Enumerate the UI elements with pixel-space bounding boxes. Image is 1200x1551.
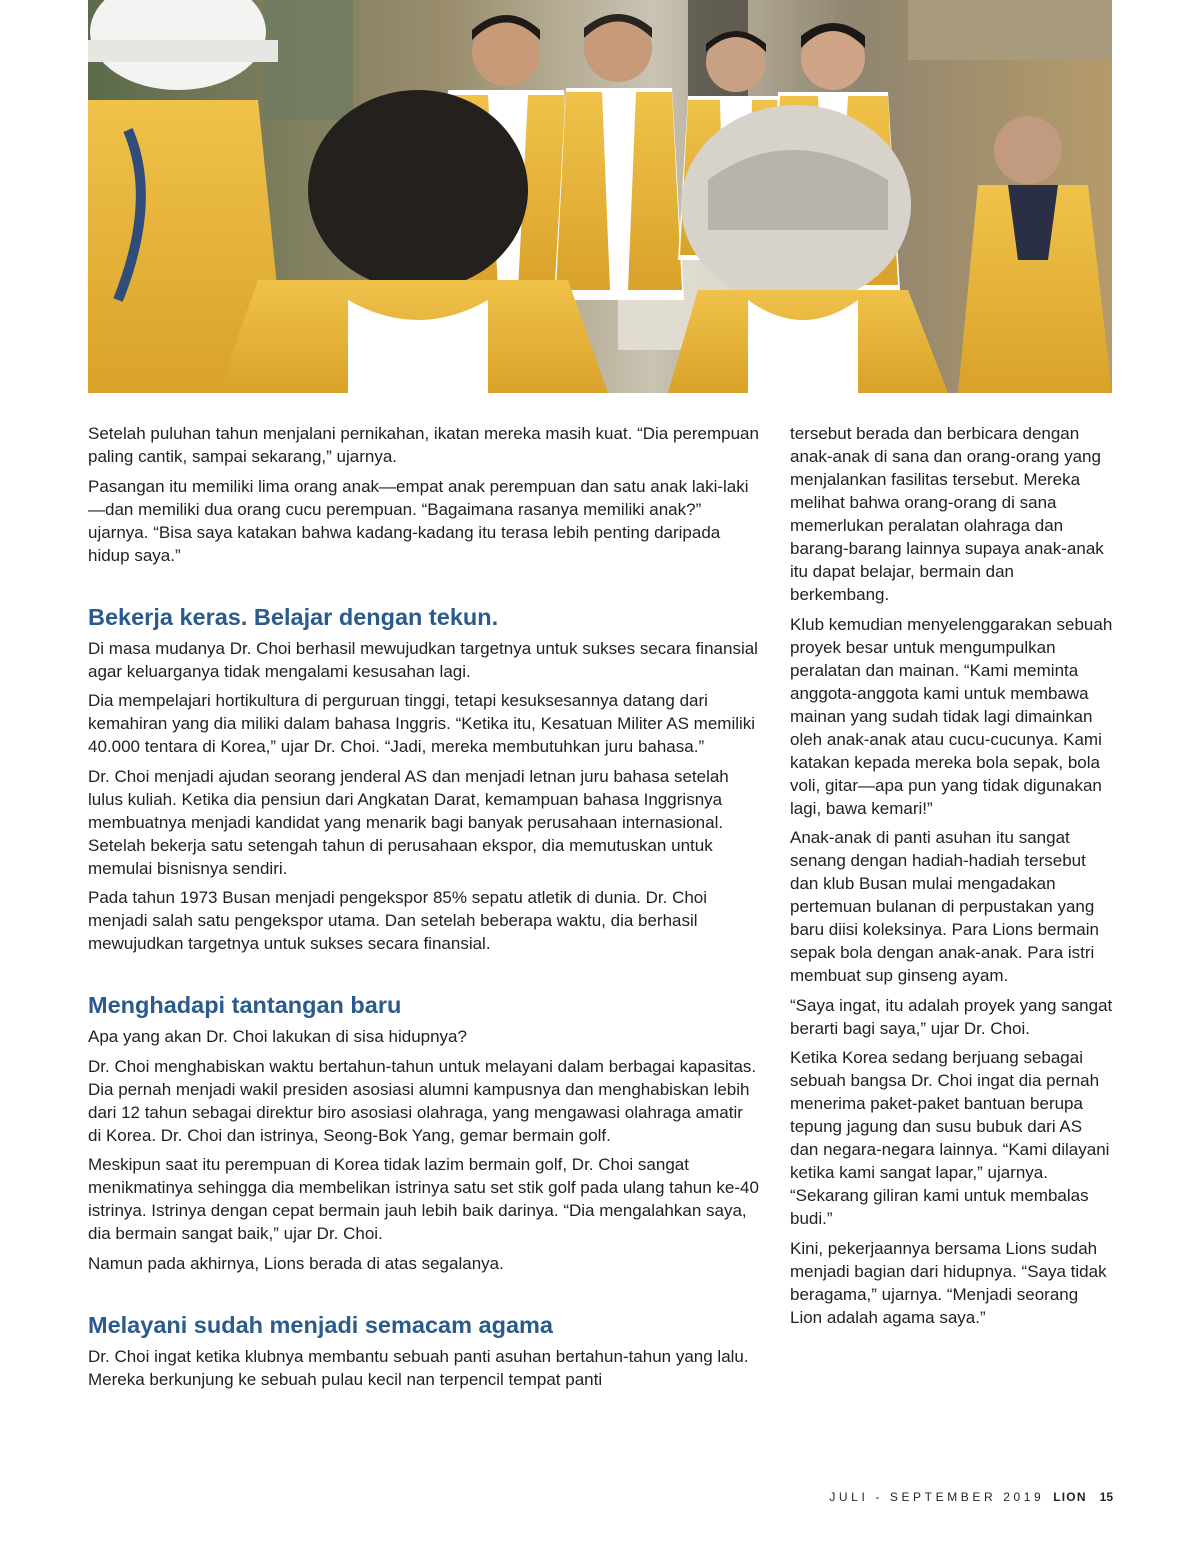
- magazine-name: LION: [1053, 1490, 1087, 1504]
- paragraph: Dia mempelajari hortikultura di perguruan tinggi, tetapi kesuksesannya datang dari kemahiran yang dia miliki dalam bahasa Inggris. “Ketika itu, Kesatuan Militer AS memiliki 40.000 tentara di Korea,” ujar Dr. Choi. “Jadi, mereka membutuhkan juru bahasa.”: [88, 691, 756, 756]
- section-heading: Bekerja keras. Belajar dengan tekun.: [88, 603, 499, 630]
- paragraph: Klub kemudian menyelenggarakan sebuah proyek besar untuk mengumpulkan peralatan dan mainan. “Kami meminta anggota-anggota kami untuk membawa mainan yang sudah tidak lagi dimainkan oleh anak-anak atau cucu-cucunya. Kami katakan kepada mereka bola sepak, bola voli, gitar—apa pun yang tidak digunakan lagi, bawa kemari!”: [790, 614, 1113, 818]
- paragraph: Anak-anak di panti asuhan itu sangat senang dengan hadiah-hadiah tersebut dan klub Busan mulai mengadakan pertemuan bulanan di perpustakan yang baru diisi koleksinya. Para Lions bermain sepak bola dengan anak-anak. Para istri membuat sup ginseng ayam.: [790, 828, 1099, 985]
- left-column: [88, 422, 760, 1397]
- article-photo: [88, 0, 1112, 393]
- paragraph: Kini, pekerjaannya bersama Lions sudah menjadi bagian dari hidupnya. “Saya tidak beragama,” ujarnya. “Menjadi seorang Lion adalah agama saya.”: [790, 1238, 1107, 1327]
- section-heading: Melayani sudah menjadi semacam agama: [88, 1311, 553, 1338]
- paragraph: tersebut berada dan berbicara dengan anak-anak di sana dan orang-orang yang menjalankan fasilitas tersebut. Mereka melihat bahwa orang-orang di sana memerlukan peralatan olahraga dan barang-barang lainnya supaya anak-anak itu dapat belajar, bermain dan berkembang.: [790, 424, 1104, 604]
- paragraph: Meskipun saat itu perempuan di Korea tidak lazim bermain golf, Dr. Choi sangat menikmatinya sehingga dia membelikan istrinya satu set stik golf pada ulang tahun ke-40 istrinya. Istrinya dengan cepat bermain jauh lebih baik darinya. “Dia mengalahkan saya, dia bermain sangat baik,” ujar Dr. Choi.: [88, 1155, 759, 1243]
- issue-date: JULI - SEPTEMBER 2019: [829, 1490, 1045, 1504]
- paragraph: Ketika Korea sedang berjuang sebagai sebuah bangsa Dr. Choi ingat dia pernah menerima paket-paket bantuan berupa tepung jagung dan susu bubuk dari AS dan negara-negara lainnya. “Kami dilayani ketika kami sangat lapar,” ujarnya. “Sekarang giliran kami untuk membalas budi.”: [790, 1048, 1110, 1228]
- right-column: [790, 422, 1114, 1335]
- photo-illustration: [88, 0, 1112, 393]
- paragraph: “Saya ingat, itu adalah proyek yang sangat berarti bagi saya,” ujar Dr. Choi.: [790, 995, 1113, 1038]
- paragraph: Pasangan itu memiliki lima orang anak—empat anak perempuan dan satu anak laki-laki—dan memiliki dua orang cucu perempuan. “Bagaimana rasanya memiliki anak?” ujarnya. “Bisa saya katakan bahwa kadang-kadang itu terasa lebih penting daripada hidup saya.”: [88, 476, 749, 565]
- paragraph: Setelah puluhan tahun menjalani pernikahan, ikatan mereka masih kuat. “Dia perempuan paling cantik, sampai sekarang,” ujarnya.: [88, 424, 759, 466]
- paragraph: Pada tahun 1973 Busan menjadi pengekspor 85% sepatu atletik di dunia. Dr. Choi menjadi salah satu pengekspor utama. Dan setelah beberapa waktu, dia berhasil mewujudkan targetnya untuk sukses secara finansial.: [88, 888, 708, 953]
- section-heading: Menghadapi tantangan baru: [88, 992, 402, 1018]
- paragraph: Namun pada akhirnya, Lions berada di atas segalanya.: [88, 1253, 504, 1273]
- paragraph: Di masa mudanya Dr. Choi berhasil mewujudkan targetnya untuk sukses secara finansial agar keluarganya tidak mengalami kesusahan lagi.: [88, 638, 758, 681]
- page-footer: [829, 1490, 1113, 1504]
- paragraph: Dr. Choi menjadi ajudan seorang jenderal AS dan menjadi letnan juru bahasa setelah lulus kuliah. Ketika dia pensiun dari Angkatan Darat, kemampuan bahasa Inggrisnya membuatnya menjadi kandidat yang menarik bagi banyak perusahaan internasional. Setelah bekerja satu setengah tahun di perusahaan ekspor, dia memutuskan untuk memulai bisnisnya sendiri.: [88, 766, 729, 878]
- paragraph: Apa yang akan Dr. Choi lakukan di sisa hidupnya?: [88, 1027, 467, 1046]
- paragraph: Dr. Choi menghabiskan waktu bertahun-tahun untuk melayani dalam berbagai kapasitas. Dia pernah menjadi wakil presiden asosiasi alumni kampusnya dan menghabiskan lebih dari 12 tahun sebagai direktur biro asosiasi olahraga, yang mengawasi olahraga amatir di Korea. Dr. Choi dan istrinya, Seong-Bok Yang, gemar bermain golf.: [88, 1056, 757, 1145]
- page-number: 15: [1099, 1490, 1113, 1504]
- paragraph: Dr. Choi ingat ketika klubnya membantu sebuah panti asuhan bertahun-tahun yang lalu. Mereka berkunjung ke sebuah pulau kecil nan terpencil tempat panti: [88, 1346, 749, 1389]
